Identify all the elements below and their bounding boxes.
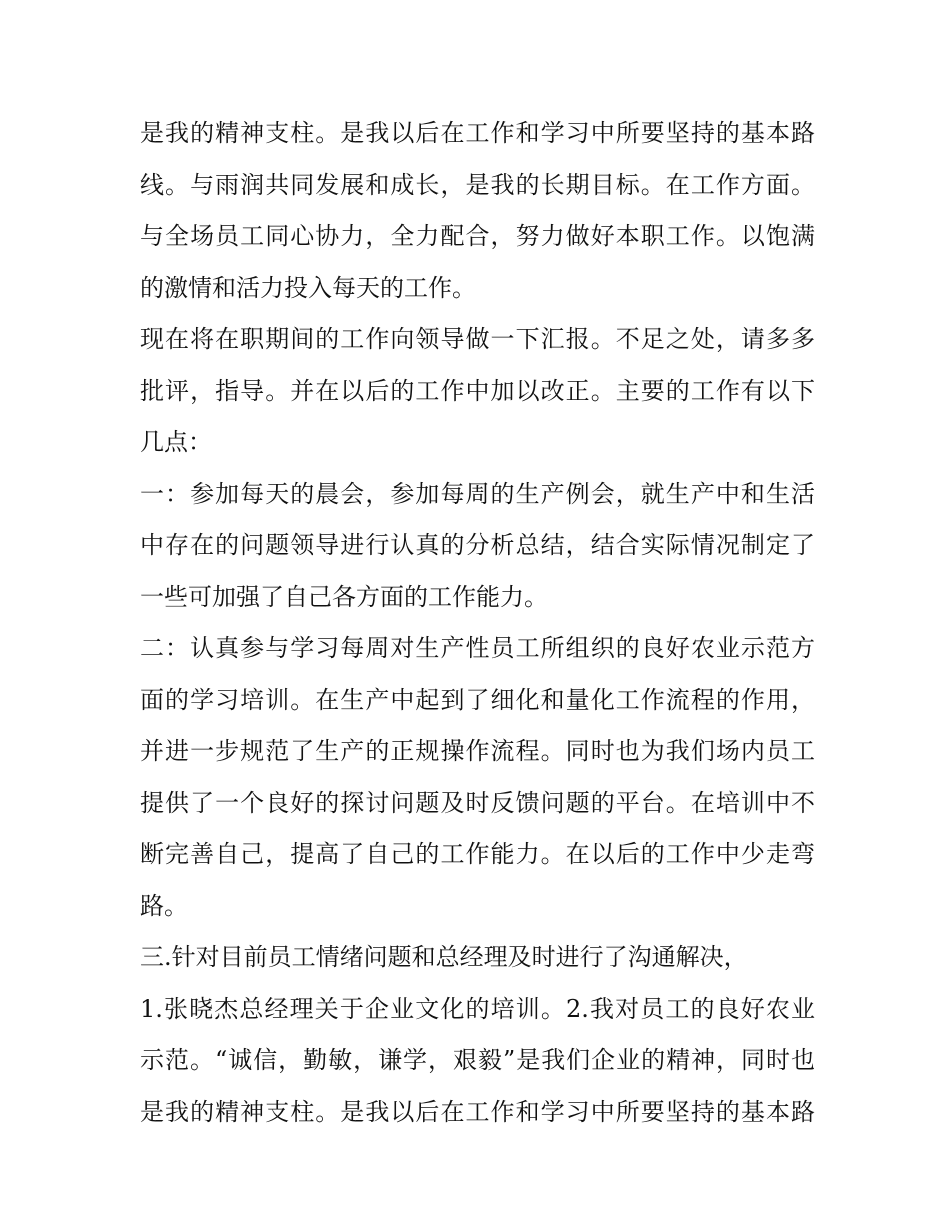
text-line: 现在将在职期间的工作向领导做一下汇报。不足之处，请多多 — [140, 325, 815, 353]
text-line: 几点： — [140, 428, 212, 456]
text-line: 是我的精神支柱。是我以后在工作和学习中所要坚持的基本路 — [140, 1097, 815, 1126]
text-line: 二：认真参与学习每周对生产性员工所组织的良好农业示范方 — [140, 634, 815, 662]
text-line: 面的学习培训。在生产中起到了细化和量化工作流程的作用， — [140, 685, 815, 714]
text-line: 示范。“诚信，勤敏，谦学，艰毅”是我们企业的精神，同时也 — [140, 1046, 815, 1074]
text-line: 是我的精神支柱。是我以后在工作和学习中所要坚持的基本路 — [140, 119, 815, 147]
text-line: 提供了一个良好的探讨问题及时反馈问题的平台。在培训中不 — [140, 788, 815, 817]
text-line: 的激情和活力投入每天的工作。 — [140, 273, 476, 302]
text-line: 三.针对目前员工情绪问题和总经理及时进行了沟通解决， — [140, 943, 748, 971]
text-line: 与全场员工同心协力，全力配合，努力做好本职工作。以饱满 — [140, 222, 815, 250]
text-line: 断完善自己，提高了自己的工作能力。在以后的工作中少走弯 — [140, 840, 815, 868]
text-line: 一些可加强了自己各方面的工作能力。 — [140, 582, 548, 611]
text-line: 线。与雨润共同发展和成长，是我的长期目标。在工作方面。 — [140, 170, 815, 199]
text-line: 路。 — [140, 891, 188, 920]
text-line: 批评，指导。并在以后的工作中加以改正。主要的工作有以下 — [140, 376, 815, 405]
text-line: 中存在的问题领导进行认真的分析总结，结合实际情况制定了 — [140, 531, 815, 559]
text-line: 一：参加每天的晨会，参加每周的生产例会，就生产中和生活 — [140, 479, 815, 508]
text-line: 并进一步规范了生产的正规操作流程。同时也为我们场内员工 — [140, 737, 815, 765]
text-line: 1.张晓杰总经理关于企业文化的培训。2.我对员工的良好农业 — [140, 994, 815, 1023]
body-text — [140, 108, 815, 1138]
